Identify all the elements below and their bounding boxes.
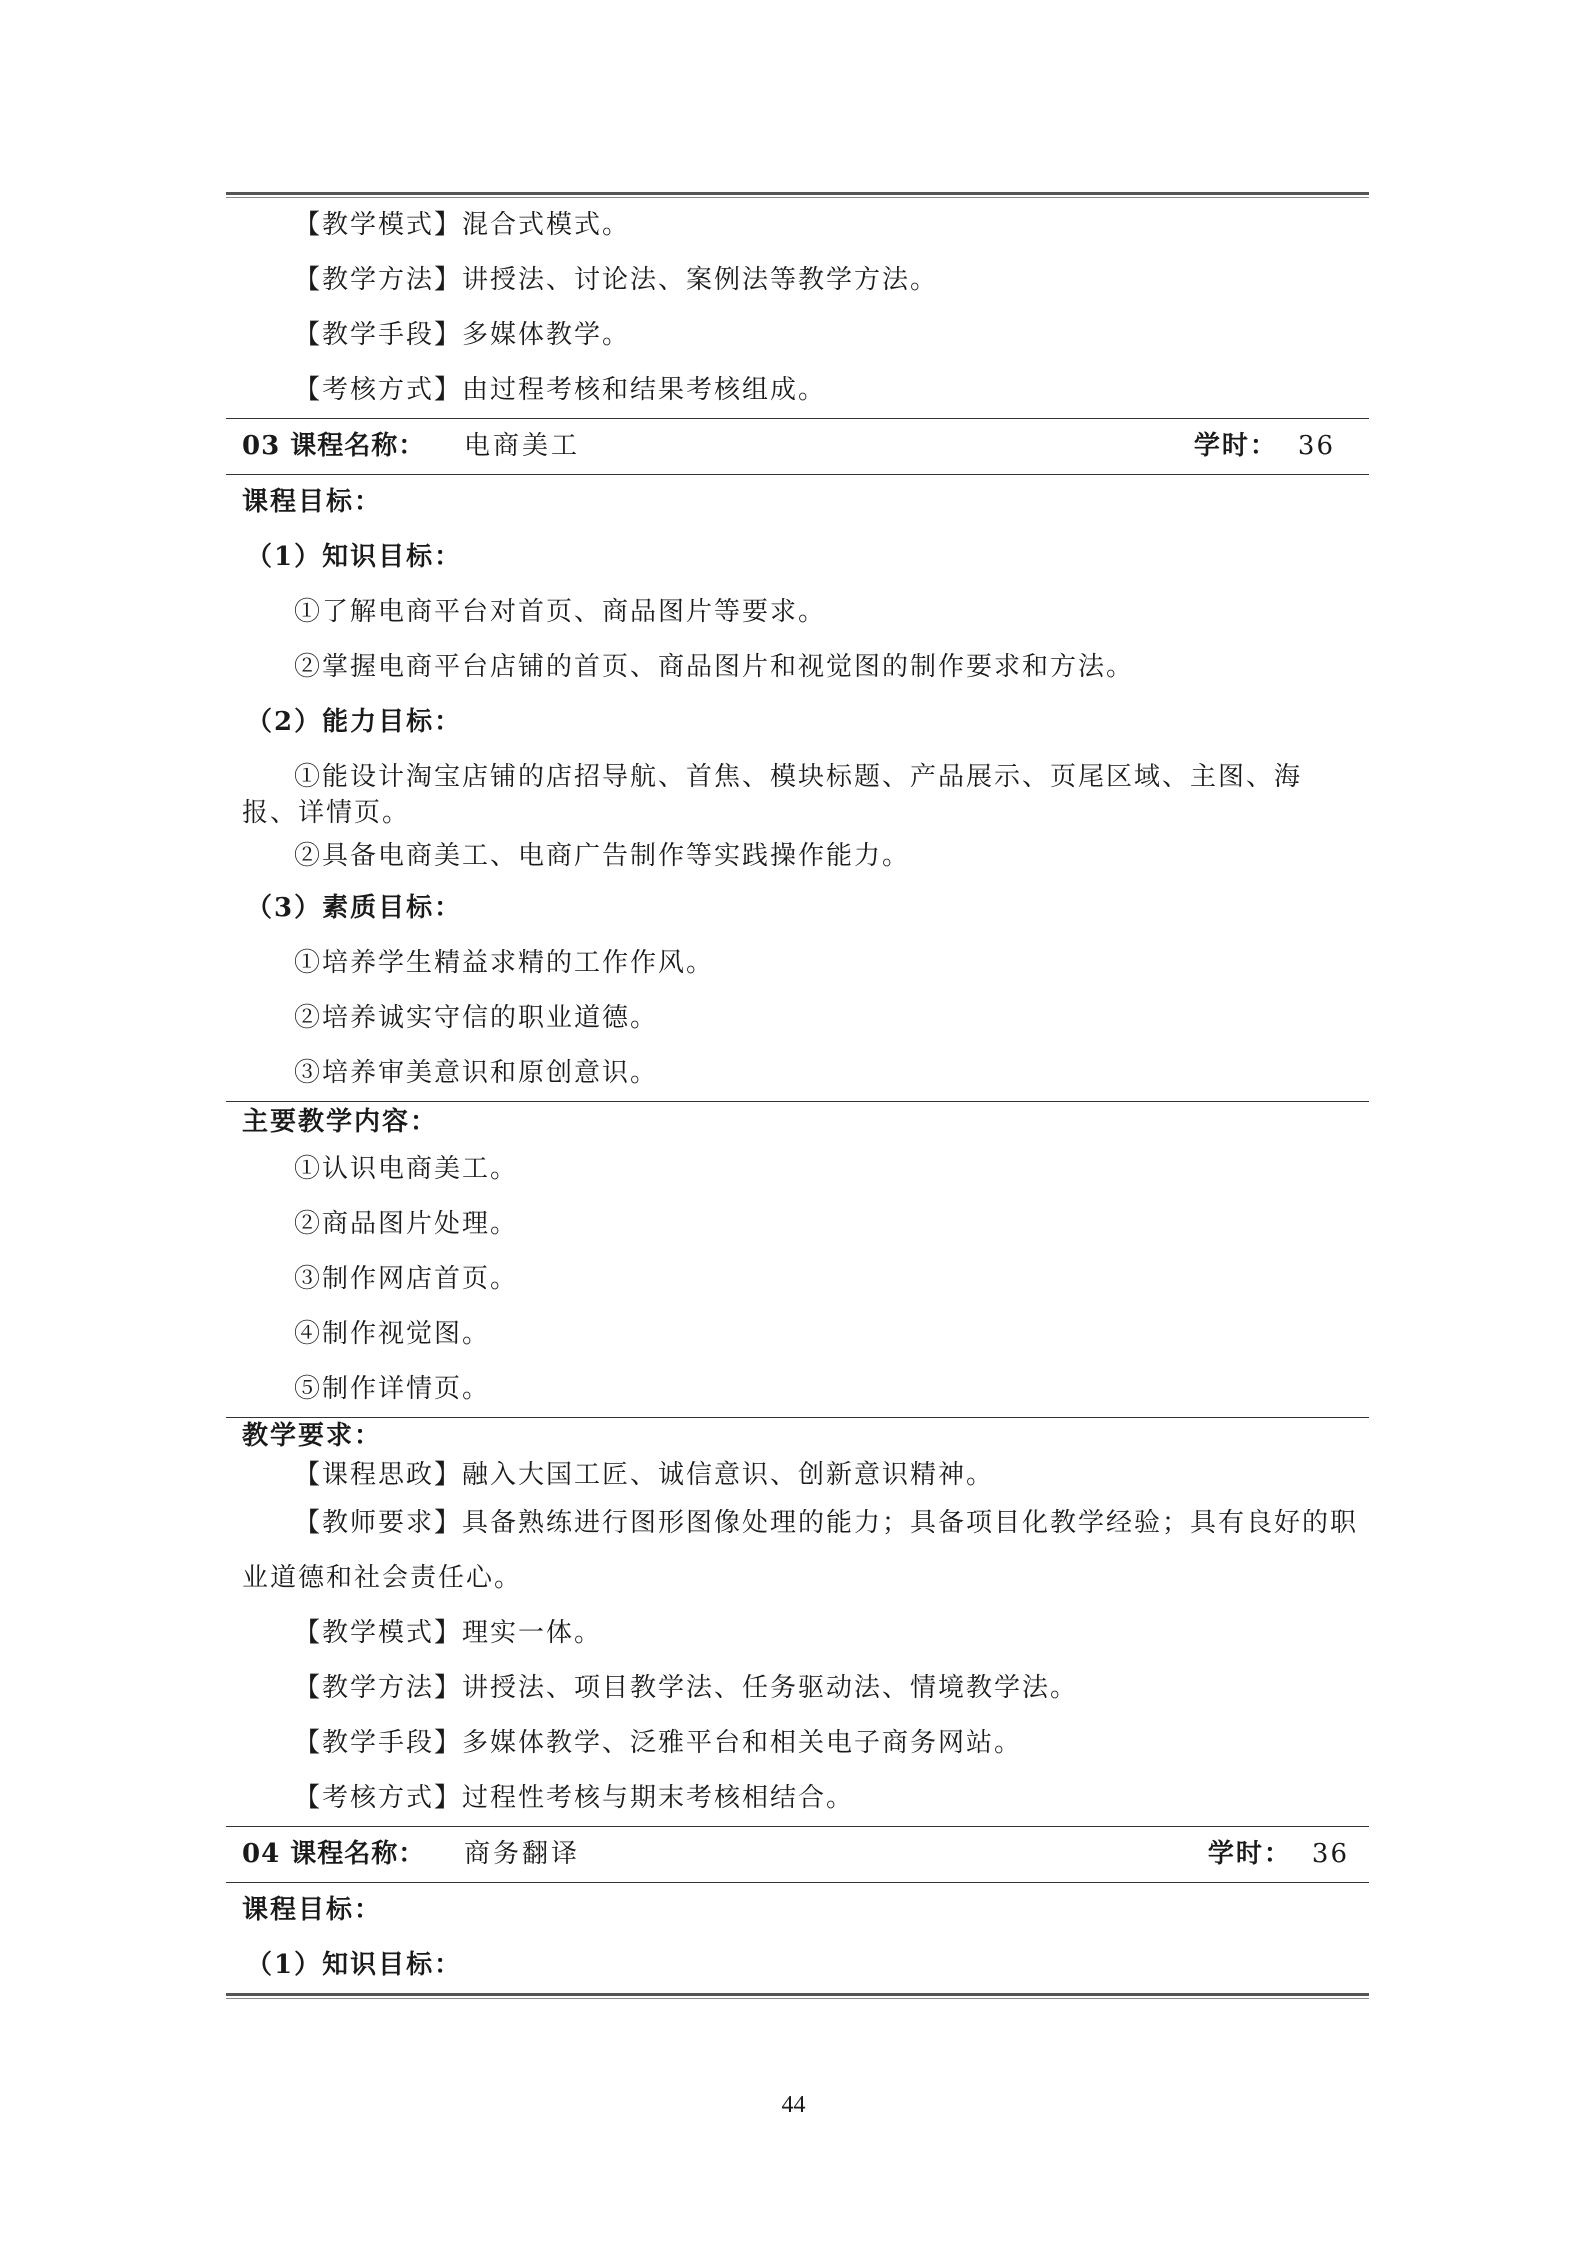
course-04-header [226,1827,1369,1882]
list-item: ③培养审美意识和原创意识。 [294,1058,659,1088]
prev-assessment: 【考核方式】由过程考核和结果考核组成。 [294,375,827,405]
prev-teaching-means: 【教学手段】多媒体教学。 [294,320,631,350]
list-item: ②掌握电商平台店铺的首页、商品图片和视觉图的制作要求和方法。 [294,652,1135,682]
req-ideology: 【课程思政】融入大国工匠、诚信意识、创新意识精神。 [294,1460,995,1490]
course-03-name: 电商美工 [464,431,581,461]
knowledge-objectives-title: （1）知识目标： [246,1950,463,1980]
objectives-title: 课程目标： [242,487,383,517]
course-03-hours-label: 学时： [1193,431,1278,461]
course-04-hours-label: 学时： [1207,1839,1292,1869]
bottom-rule [226,1993,1369,1999]
course-04-hours-value: 36 [1311,1839,1349,1869]
list-item: ⑤制作详情页。 [294,1374,491,1404]
course-04-hours [1208,1827,1349,1882]
course-04-name: 商务翻译 [464,1839,581,1869]
course-04-number-label: 04 课程名称： [242,1839,426,1869]
course-03-number-label: 03 课程名称： [242,431,426,461]
list-item: ②商品图片处理。 [294,1209,519,1239]
list-item: ④制作视觉图。 [294,1319,491,1349]
req-method: 【教学方法】讲授法、项目教学法、任务驱动法、情境教学法。 [294,1673,1079,1703]
ability-item-1: ①能设计淘宝店铺的店招导航、首焦、模块标题、产品展示、页尾区域、主图、海报、详情页。 [242,762,1303,828]
objectives-title: 课程目标： [242,1895,383,1925]
content-title: 主要教学内容： [242,1107,439,1137]
course-04-objectives [226,1883,1369,1993]
course-03-content [226,1102,1369,1417]
list-item: ①了解电商平台对首页、商品图片等要求。 [294,597,827,627]
requirements-title: 教学要求： [242,1421,383,1451]
req-means: 【教学手段】多媒体教学、泛雅平台和相关电子商务网站。 [294,1728,1023,1758]
list-item: ②培养诚实守信的职业道德。 [294,1003,659,1033]
req-teacher: 【教师要求】具备熟练进行图形图像处理的能力；具备项目化教学经验；具有良好的职业道德和社会责任心。 [242,1508,1359,1593]
quality-objectives-title: （3）素质目标： [246,893,463,923]
course-03-hours [1194,419,1335,474]
prev-teaching-method: 【教学方法】讲授法、讨论法、案例法等教学方法。 [294,265,939,295]
prev-course-requirements [226,198,1369,418]
page-content [226,192,1369,1999]
knowledge-objectives-title: （1）知识目标： [246,542,463,572]
course-03-requirements [226,1418,1369,1826]
page-number: 44 [781,2092,806,2118]
list-item: ①认识电商美工。 [294,1154,519,1184]
course-03-hours-value: 36 [1297,431,1335,461]
prev-teaching-mode: 【教学模式】混合式模式。 [294,210,631,240]
ability-item-2: ②具备电商美工、电商广告制作等实践操作能力。 [294,841,911,871]
req-assessment: 【考核方式】过程性考核与期末考核相结合。 [294,1783,855,1813]
req-mode: 【教学模式】理实一体。 [294,1618,603,1648]
ability-objectives-title: （2）能力目标： [246,707,463,737]
list-item: ①培养学生精益求精的工作作风。 [294,948,715,978]
list-item: ③制作网店首页。 [294,1264,519,1294]
course-03-objectives [226,475,1369,1101]
course-03-header [226,419,1369,474]
